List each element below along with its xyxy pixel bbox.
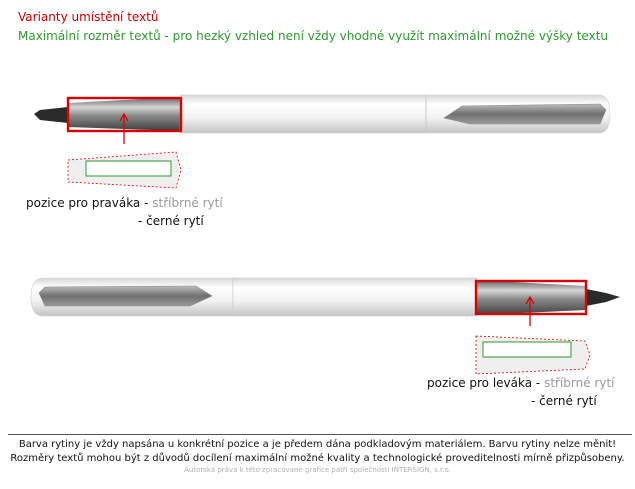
page-title: Varianty umístění textů [18,10,159,24]
pen-tip [586,289,620,306]
footer-divider [8,434,632,435]
text-area-box [483,342,571,357]
footer-note-2: Rozměry textů mohou být z důvodů docílení maximální možné kvality a technologické proveditelnosti mírně přizpůsobeny. [10,453,625,464]
page-subtitle: Maximální rozměr textů - pro hezký vzhled není vždy vhodné využít maximální možné výšky textu [18,29,609,43]
right-hand-label [26,196,223,210]
pen-clip [39,286,212,306]
left-hand-position: pozice pro leváka - [427,376,545,390]
silver-engraving-label: stříbrné rytí [152,196,223,210]
pen-clip [444,104,606,124]
pen-tip [34,107,68,123]
black-engraving-label: - černé rytí [531,394,597,408]
silver-engraving-label: stříbrné rytí [544,376,615,390]
pen-body [233,278,477,316]
pen-grip [477,280,586,315]
right-hand-position: pozice pro praváka - [26,196,153,210]
text-area-box [86,161,171,176]
pen-body [180,95,426,133]
left-hand-label [427,376,615,390]
black-engraving-label: - černé rytí [138,214,204,228]
pen-left-hand [31,278,620,374]
footer-note-1: Barva rytiny je vždy napsána u konkrétní pozice a je předem dána podkladovým materiálem. Barvu rytiny nelze měnit! [18,439,617,450]
pen-right-hand [34,95,610,188]
copyright-note: Autorská práva k této zpracované grafice patří společnosti INTERSIGN, s.r.o. [184,466,451,474]
